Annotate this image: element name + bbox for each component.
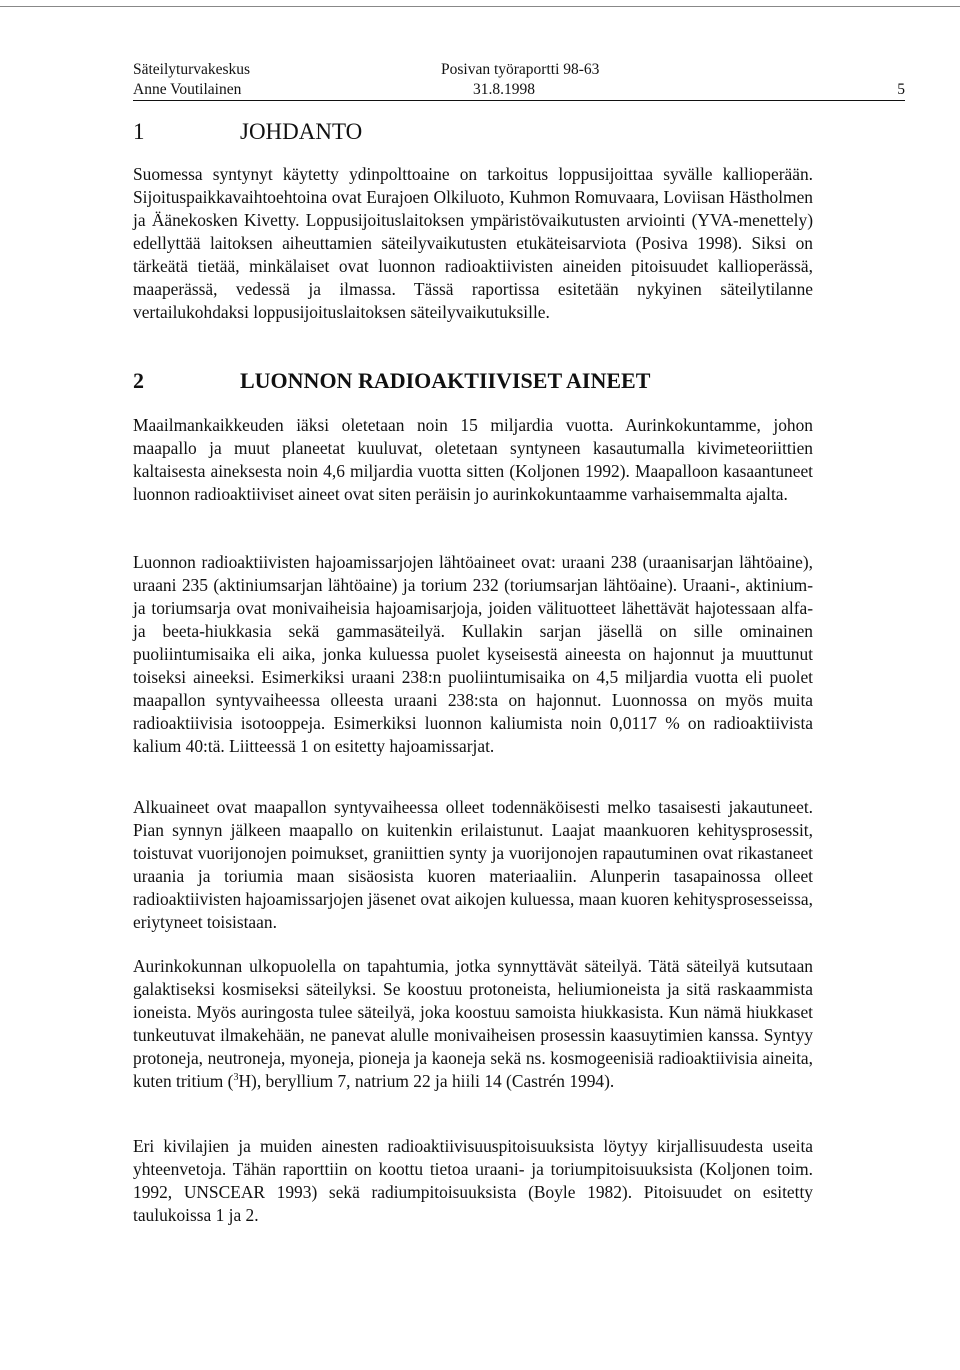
section-heading-luonnon bbox=[133, 367, 650, 395]
cosmic-text: Aurinkokunnan ulkopuolella on tapahtumia, jotka synnyttävät säteilyä. Tätä säteilyä kutsutaan galaktiseksi kosmiseksi säteilyksi. Se koostuu protoneista, heliumioneista ja sitä raskaammista ioneista. Myös auringosta tulee säteilyä, joka koostuu samoista hiukkasista. Kun nämä hiukkaset tunkeutuvat ilmakehään, ne panevat alulle monivaiheisen prosessin kaasuytimien kanssa. Syntyy protoneja, neutroneja, myoneja, pioneja ja kaoneja sekä ns. kosmogeenisiä radioaktiivisia aineita, kuten tritium ( bbox=[133, 956, 813, 1091]
paragraph-universe-age: Maailmankaikkeuden iäksi oletetaan noin 15 miljardia vuotta. Aurinkokuntamme, johon maapallo ja muut planeetat kuuluvat, oletetaan syntyneen kasautumalla kivimeteoriittien kaltaisesta aineksesta noin 4,6 miljardia vuotta sitten (Koljonen 1992). Maapalloon kasaantuneet luonnon radioaktiiviset aineet ovat siten peräisin jo aurinkokuntaamme varhaisemmalta ajalta. bbox=[133, 415, 813, 504]
header-report: Posivan työraportti 98-63 bbox=[441, 61, 600, 78]
section-number: 1 bbox=[133, 119, 145, 144]
top-scan-rule bbox=[0, 6, 960, 7]
paragraph-intro: Suomessa syntynyt käytetty ydinpolttoaine on tarkoitus loppusijoittaa syvälle kallioperään. Sijoituspaikkavaihtoehtoina ovat Eurajoen Olkiluoto, Kuhmon Romuvaara, Loviisan Hästholmen ja Äänekosken Kivetty. Loppusijoituslaitoksen ympäristövaikutusten arviointi (YVA-menettely) edellyttää laitoksen aiheuttamien säteilyvaikutusten etukäteisarviota (Posiva 1998). Siksi on tärkeätä tietää, minkälaiset ovat luonnon radioaktiivisten aineiden pitoisuudet kallioperässä, maaperässä, vedessä ja ilmassa. Tässä raportissa esitetään nykyinen säteilytilanne vertailukohdaksi loppusijoituslaitoksen säteilyvaikutuksille. bbox=[133, 164, 813, 322]
page-header bbox=[133, 60, 913, 100]
header-date: 31.8.1998 bbox=[473, 81, 535, 98]
section-title: LUONNON RADIOAKTIIVISET AINEET bbox=[240, 368, 651, 393]
section-number: 2 bbox=[133, 368, 144, 393]
paragraph-literature: Eri kivilajien ja muiden ainesten radioaktiivisuuspitoisuuksista löytyy kirjallisuudesta useita yhteenvetoja. Tähän raporttiin on koottu tietoa uraani- ja toriumpitoisuuksista (Koljonen toim. 1992, UNSCEAR 1993) sekä radiumpitoisuuksista (Boyle 1982). Pitoisuudet on esitetty taulukoissa 1 ja 2. bbox=[133, 1136, 813, 1225]
header-org: Säteilyturvakeskus bbox=[133, 61, 251, 78]
paragraph-decay-series: Luonnon radioaktiivisten hajoamissarjojen lähtöaineet ovat: uraani 238 (uraanisarjan lähtöaine), uraani 235 (aktiniumsarjan lähtöaine) ja torium 232 (toriumsarjan lähtöaine). Uraani-, aktinium- ja toriumsarja ovat monivaiheisia hajoamisarjoja, joiden välituotteet lähettävät hajotessaan alfa- ja beeta-hiukkasia sekä gammasäteilyä. Kullakin sarjan jäsellä on sille ominainen puoliintumisaika eli aika, jonka kuluessa puolet kyseisestä aineesta on hajonnut ja muuttunut toiseksi aineeksi. Esimerkiksi uraani 238:n puoliintumisaika on 4,5 miljardia vuotta eli puolet maapallon syntyvaiheessa olleesta uraani 238:sta on hajonnut. Luonnossa on myös muita radioaktiivisia isotooppeja. Esimerkiksi luonnon kaliumista noin 0,0117 % on radioaktiivista kalium 40:tä. Liitteessä 1 on esitetty hajoamissarjat. bbox=[133, 552, 813, 756]
cosmic-text-tail: H), beryllium 7, natrium 22 ja hiili 14 (Castrén 1994). bbox=[238, 1071, 615, 1091]
header-page-number: 5 bbox=[897, 81, 905, 98]
paragraph-cosmic-radiation bbox=[133, 955, 813, 1093]
header-underline-row bbox=[133, 80, 905, 101]
section-heading-johdanto bbox=[133, 118, 362, 146]
paragraph-element-distribution: Alkuaineet ovat maapallon syntyvaiheessa olleet todennäköisesti melko tasaisesti jakautuneet. Pian synnyn jälkeen maapallo on kuitenkin erilaistunut. Laajat maankuoren kehitysprosessit, toistuvat vuorijonojen poimukset, graniittien synty ja vuorijonojen rapautuminen ovat rikastaneet uraania ja toriumia maan sisäosista kuoren materiaaliin. Alunperin tasapainossa olleet radioaktiivisten hajoamissarjojen jäsenet ovat aikojen kuluessa, maan kuoren kehitysprosesseissa, eriytyneet toisistaan. bbox=[133, 797, 813, 932]
section-title: JOHDANTO bbox=[240, 119, 363, 144]
tritium-superscript: 3 bbox=[233, 1072, 239, 1084]
header-author: Anne Voutilainen bbox=[133, 81, 242, 98]
